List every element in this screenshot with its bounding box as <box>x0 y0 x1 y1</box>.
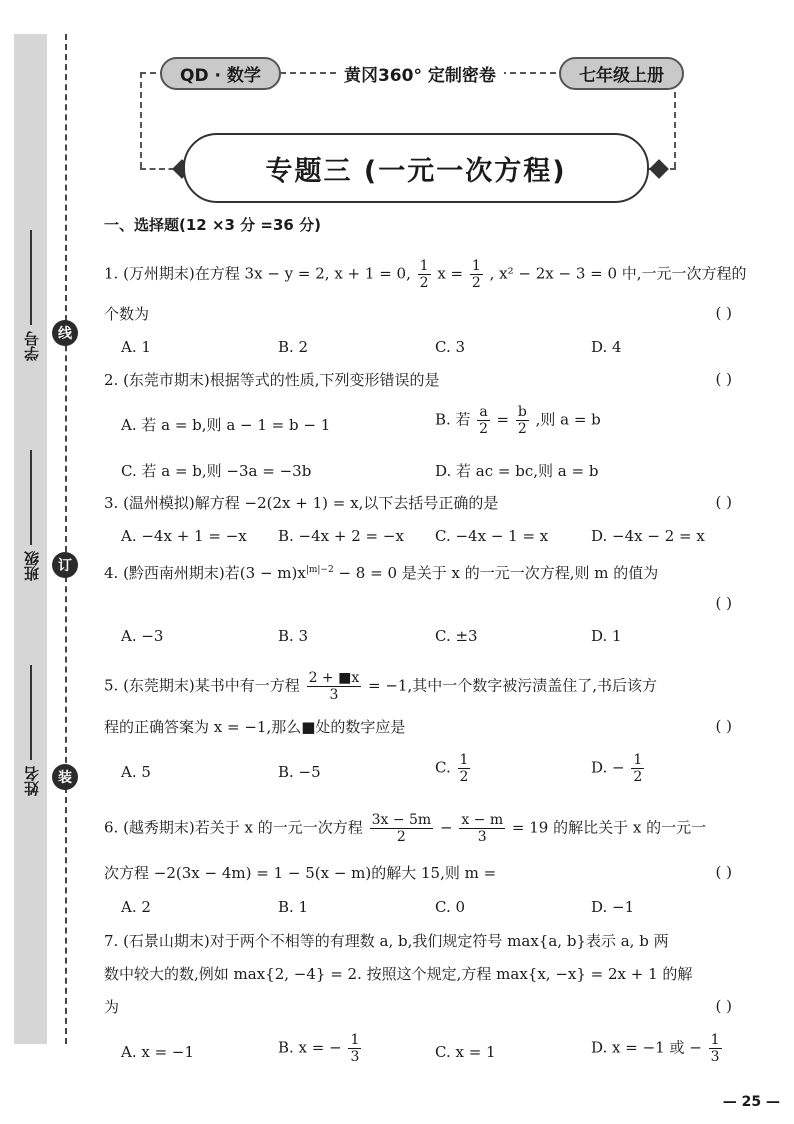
answer-paren-7[interactable]: ( ) <box>715 997 732 1015</box>
q1-text-a: 1. (万州期末)在方程 3x − y = 2, x + 1 = 0, <box>104 264 411 283</box>
name-field[interactable] <box>20 665 42 796</box>
subject-pill: QD · 数学 <box>160 57 281 90</box>
title-box <box>183 133 649 203</box>
question-7-line2: 数中较大的数,例如 max{2, −4} = 2. 按照这个规定,方程 max{x, −x} = 2x + 1 的解 <box>104 965 693 983</box>
question-6-line1: 6. (越秀期末)若关于 x 的一元一次方程 $\frac{3x - 5m}{2}$ − $\frac{x - m}{3}$ = 19 的解比关于 x 的一元一 <box>104 812 707 845</box>
section-heading: 一、选择题(12 ×3 分 =36 分) <box>104 216 321 234</box>
name-label: 姓名 <box>22 766 41 796</box>
header-bar <box>160 57 684 90</box>
question-6-line2: 次方程 −2(3x − 4m) = 1 − 5(x − m)的解大 15,则 m = <box>104 864 497 882</box>
q7-option-d[interactable]: D. x = −1 或 − $\frac{1}{3}$ <box>591 1032 720 1065</box>
question-4: 4. (黔西南州期末)若$(3 - m)x^{|m|-2} - 8 = 0$ 是关于 x 的一元一次方程,则 m 的值为 <box>104 564 659 582</box>
grade-pill: 七年级上册 <box>559 57 684 90</box>
binding-cut-line <box>65 34 67 1044</box>
question-1-line1 <box>104 258 747 291</box>
q2-option-c[interactable]: C. 若 a = b,则 −3a = −3b <box>121 462 312 480</box>
q6-option-c[interactable]: C. 0 <box>435 898 466 916</box>
class-field[interactable] <box>20 450 42 581</box>
q5-option-b[interactable]: B. −5 <box>278 763 321 781</box>
class-label: 班级 <box>22 551 41 581</box>
q2-option-d[interactable]: D. 若 ac = bc,则 a = b <box>435 462 599 480</box>
q1-option-a[interactable]: A. 1 <box>121 338 151 356</box>
q3-option-d[interactable]: D. −4x − 2 = x <box>591 527 705 545</box>
q2-option-a[interactable]: A. 若 a = b,则 a − 1 = b − 1 <box>121 416 331 434</box>
q6-option-d[interactable]: D. −1 <box>591 898 635 916</box>
badge-zhuang: 装 <box>52 764 78 790</box>
q4-option-a[interactable]: A. −3 <box>121 627 164 645</box>
q1-text-c: , x² − 2x − 3 = 0 中,一元一次方程的 <box>489 264 747 283</box>
answer-paren-1[interactable]: ( ) <box>715 304 732 322</box>
q7-option-b[interactable]: B. x = − $\frac{1}{3}$ <box>278 1032 360 1065</box>
answer-paren-5[interactable]: ( ) <box>715 717 732 735</box>
q1-text-b: x = <box>437 264 464 283</box>
q3-option-a[interactable]: A. −4x + 1 = −x <box>121 527 247 545</box>
badge-ding: 订 <box>52 552 78 578</box>
q4-option-c[interactable]: C. ±3 <box>435 627 478 645</box>
q3-option-b[interactable]: B. −4x + 2 = −x <box>278 527 404 545</box>
q2-option-b[interactable]: B. 若 $\frac{a}{2}$ = $\frac{b}{2}$ ,则 a = b <box>435 404 601 437</box>
question-7-line1: 7. (石景山期末)对于两个不相等的有理数 a, b,我们规定符号 max{a, b}表示 a, b 两 <box>104 932 669 950</box>
page-number: — 25 — <box>722 1094 780 1110</box>
question-7-line3: 为 <box>104 998 120 1016</box>
q4-option-b[interactable]: B. 3 <box>278 627 309 645</box>
answer-paren-3[interactable]: ( ) <box>715 493 732 511</box>
answer-paren-2[interactable]: ( ) <box>715 370 732 388</box>
q1-frac-2: $\frac{1}{2}$ <box>471 258 481 291</box>
q5-option-a[interactable]: A. 5 <box>121 763 151 781</box>
answer-paren-6[interactable]: ( ) <box>715 863 732 881</box>
series-name: 黄冈360° 定制密卷 <box>336 61 504 86</box>
student-id-label: 学号 <box>22 331 41 361</box>
question-5-line2: 程的正确答案为 x = −1,那么■处的数字应是 <box>104 718 406 736</box>
q5-option-d[interactable]: D. − $\frac{1}{2}$ <box>591 752 643 785</box>
q1-frac-1: $\frac{1}{2}$ <box>419 258 429 291</box>
question-3: 3. (温州模拟)解方程 −2(2x + 1) = x,以下去括号正确的是 <box>104 494 499 512</box>
question-5-line1: 5. (东莞期末)某书中有一方程 $\frac{2 + ■x}{3}$ = −1,其中一个数字被污渍盖住了,书后该方 <box>104 670 658 703</box>
page-title: 专题三 (一元一次方程) <box>265 155 567 187</box>
q4-option-d[interactable]: D. 1 <box>591 627 622 645</box>
badge-xian: 线 <box>52 320 78 346</box>
question-2: 2. (东莞市期末)根据等式的性质,下列变形错误的是 <box>104 371 440 389</box>
q7-option-a[interactable]: A. x = −1 <box>121 1043 195 1061</box>
q5-option-c[interactable]: C. $\frac{1}{2}$ <box>435 752 469 785</box>
q1-option-d[interactable]: D. 4 <box>591 338 622 356</box>
question-1-line2: 个数为 <box>104 305 150 323</box>
q3-option-c[interactable]: C. −4x − 1 = x <box>435 527 549 545</box>
q1-option-b[interactable]: B. 2 <box>278 338 309 356</box>
q1-option-c[interactable]: C. 3 <box>435 338 466 356</box>
answer-paren-4[interactable]: ( ) <box>715 594 732 612</box>
q6-option-a[interactable]: A. 2 <box>121 898 151 916</box>
q7-option-c[interactable]: C. x = 1 <box>435 1043 496 1061</box>
student-id-field[interactable] <box>20 230 42 361</box>
q6-option-b[interactable]: B. 1 <box>278 898 309 916</box>
